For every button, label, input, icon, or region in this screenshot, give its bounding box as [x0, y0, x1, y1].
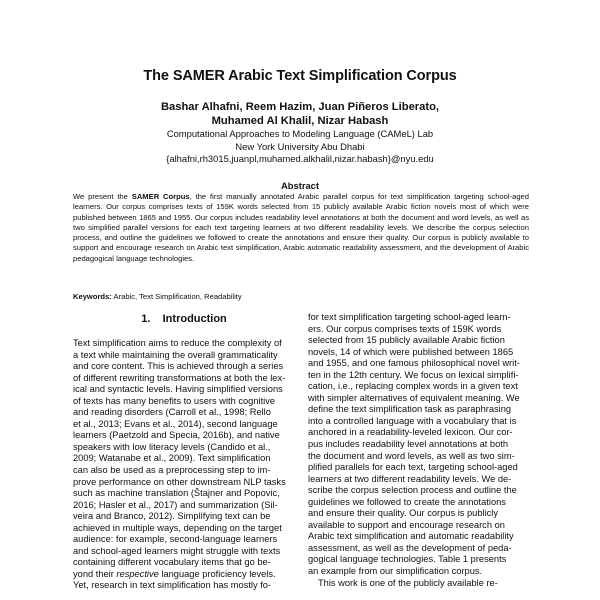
- text-line: novels, 14 of which were published between 1865: [308, 346, 514, 357]
- text-line: Text simplification aims to reduce the complexity of: [73, 338, 282, 348]
- right-column: [308, 312, 532, 589]
- text-line: pus includes readability level annotations at both: [308, 439, 509, 450]
- affiliation-emails: {alhafni,rh3015,juanpl,muhamed.alkhalil,nizar.habash}@nyu.edu: [166, 153, 434, 164]
- section-heading-introduction: [73, 313, 295, 325]
- text-line: plified parallels for each text, targeting school-aged: [308, 462, 518, 473]
- text-line: and reading disorders (Carroll et al., 1998; Rello: [73, 407, 271, 418]
- text-line: anchored in a readability-leveled lexicon. Our cor-: [308, 427, 513, 438]
- text-line: scribe the corpus selection process and outline the: [308, 485, 517, 496]
- paper-title: The SAMER Arabic Text Simplification Corpus: [143, 68, 457, 84]
- text-line: can also be used as a preprocessing step to im-: [73, 465, 271, 476]
- text-line: and ensure their quality. Our corpus is publicly: [308, 508, 498, 519]
- affiliation-lab: Computational Approaches to Modeling Language (CAMeL) Lab: [166, 128, 434, 139]
- text-line: learners at two different readability levels. We de-: [308, 473, 512, 484]
- section-number: 1.: [141, 313, 151, 325]
- text-line: speakers with low literacy levels (Candido et al.,: [73, 441, 271, 452]
- text-line: define the text simplification task as paraphrasing: [308, 404, 512, 415]
- text-line: achieved in multiple ways, depending on the target: [73, 522, 282, 533]
- left-column: [73, 338, 297, 592]
- text-line: 2009; Watanabe et al., 2009). Text simplification: [73, 453, 271, 464]
- affiliation-university: New York University Abu Dhabi: [235, 140, 365, 152]
- abstract-lead: We present the: [73, 192, 132, 201]
- text-line: gogical language technologies. Table 1 presents: [308, 554, 507, 565]
- text-line: ten in the 12th century. We focus on lexical simplifi-: [308, 369, 519, 380]
- text-line: ers. Our corpus comprises texts of 159K words: [308, 323, 502, 334]
- text-line: a text while maintaining the overall grammaticality: [73, 349, 278, 360]
- text-line: guidelines we followed to create the annotations: [308, 496, 506, 507]
- emphasis: respective: [116, 568, 159, 579]
- text-line: prove performance on other downstream NLP tasks: [73, 476, 286, 487]
- text-line: assessment, as well as the development of peda-: [308, 542, 512, 553]
- abstract-heading: Abstract: [280, 180, 320, 191]
- text-line: and 1955, and one famous philosophical novel writ-: [308, 358, 520, 369]
- section-title: Introduction: [162, 313, 227, 325]
- text-line: into a controlled language with a vocabulary that is: [308, 415, 517, 426]
- text-line: Arabic text simplification and automatic readability: [308, 531, 514, 542]
- text-line: Yet, research in text simplification has mostly fo-: [73, 580, 272, 591]
- keywords-label: Keywords:: [73, 292, 112, 301]
- text-line: learners (Paetzold and Specia, 2016b), and native: [73, 430, 280, 441]
- text-line: of texts has many benefits to users with cognitive: [73, 395, 276, 406]
- text-line: selected from 15 publicly available Arabic fiction: [308, 335, 505, 346]
- text-line: cation, i.e., replacing complex words in a given text: [308, 381, 518, 392]
- abstract-text: [73, 192, 529, 264]
- text-line: such as machine translation (Štajner and Popovic,: [73, 488, 280, 499]
- keywords: [73, 292, 529, 302]
- text-line: et al., 2013; Evans et al., 2014), second language: [73, 418, 278, 429]
- text-line: available to support and encourage research on: [308, 519, 505, 530]
- text-line: yond their respective language proficiency levels.: [73, 568, 276, 579]
- author-list: [0, 100, 600, 128]
- text-line: ical and syntactic levels. Having simplified versions: [73, 384, 283, 395]
- author-line: Muhamed Al Khalil, Nizar Habash: [211, 115, 389, 127]
- text-line: an example from our simplification corpus.: [308, 566, 483, 577]
- text-line: [308, 578, 532, 590]
- text-line: and core content. This is achieved through a series: [73, 361, 284, 372]
- paragraph-start: This work is one of the publicly available re-: [318, 577, 498, 588]
- abstract-corpus-name: SAMER Corpus: [131, 192, 190, 201]
- keywords-text: Arabic, Text Simplification, Readability: [111, 292, 242, 301]
- text-line: of different rewriting transformations at both the lex-: [73, 372, 286, 383]
- text-line: the document and word levels, as well as two sim-: [308, 450, 515, 461]
- abstract-body: , the first manually annotated Arabic parallel corpus for text simplification targeting school-aged learners. Our corpus comprises texts of 159K words selected from 15 publicly available Arabic fiction novels most of which were published between 1865 and 1955. Our corpus includes readability level annotations at both the document and word levels, as well as two simplified parallel versions for each text targeting learners at two different readability levels. We describe the corpus selection process, and outline the guidelines we followed to create the annotations and ensure their quality. Our corpus is publicly available to support and encourage research on Arabic text simplification, Arabic automatic readability assessment, and the development of Arabic pedagogical language technologies.: [73, 192, 529, 263]
- text-line: 2016; Hasler et al., 2017) and summarization (Sil-: [73, 499, 278, 510]
- text-line: with simpler alternatives of equivalent meaning. We: [308, 392, 520, 403]
- text-line: audience: for example, second-language learners: [73, 534, 278, 545]
- text-line: veira and Branco, 2012). Simplifying text can be: [73, 511, 271, 522]
- author-line: Bashar Alhafni, Reem Hazim, Juan Piñeros Liberato,: [160, 101, 440, 113]
- text-line: containing different vocabulary items that go be-: [73, 557, 271, 568]
- text-line: and school-aged learners might struggle with texts: [73, 545, 281, 556]
- text-line: for text simplification targeting school-aged learn-: [308, 312, 511, 322]
- affiliation: [0, 128, 600, 166]
